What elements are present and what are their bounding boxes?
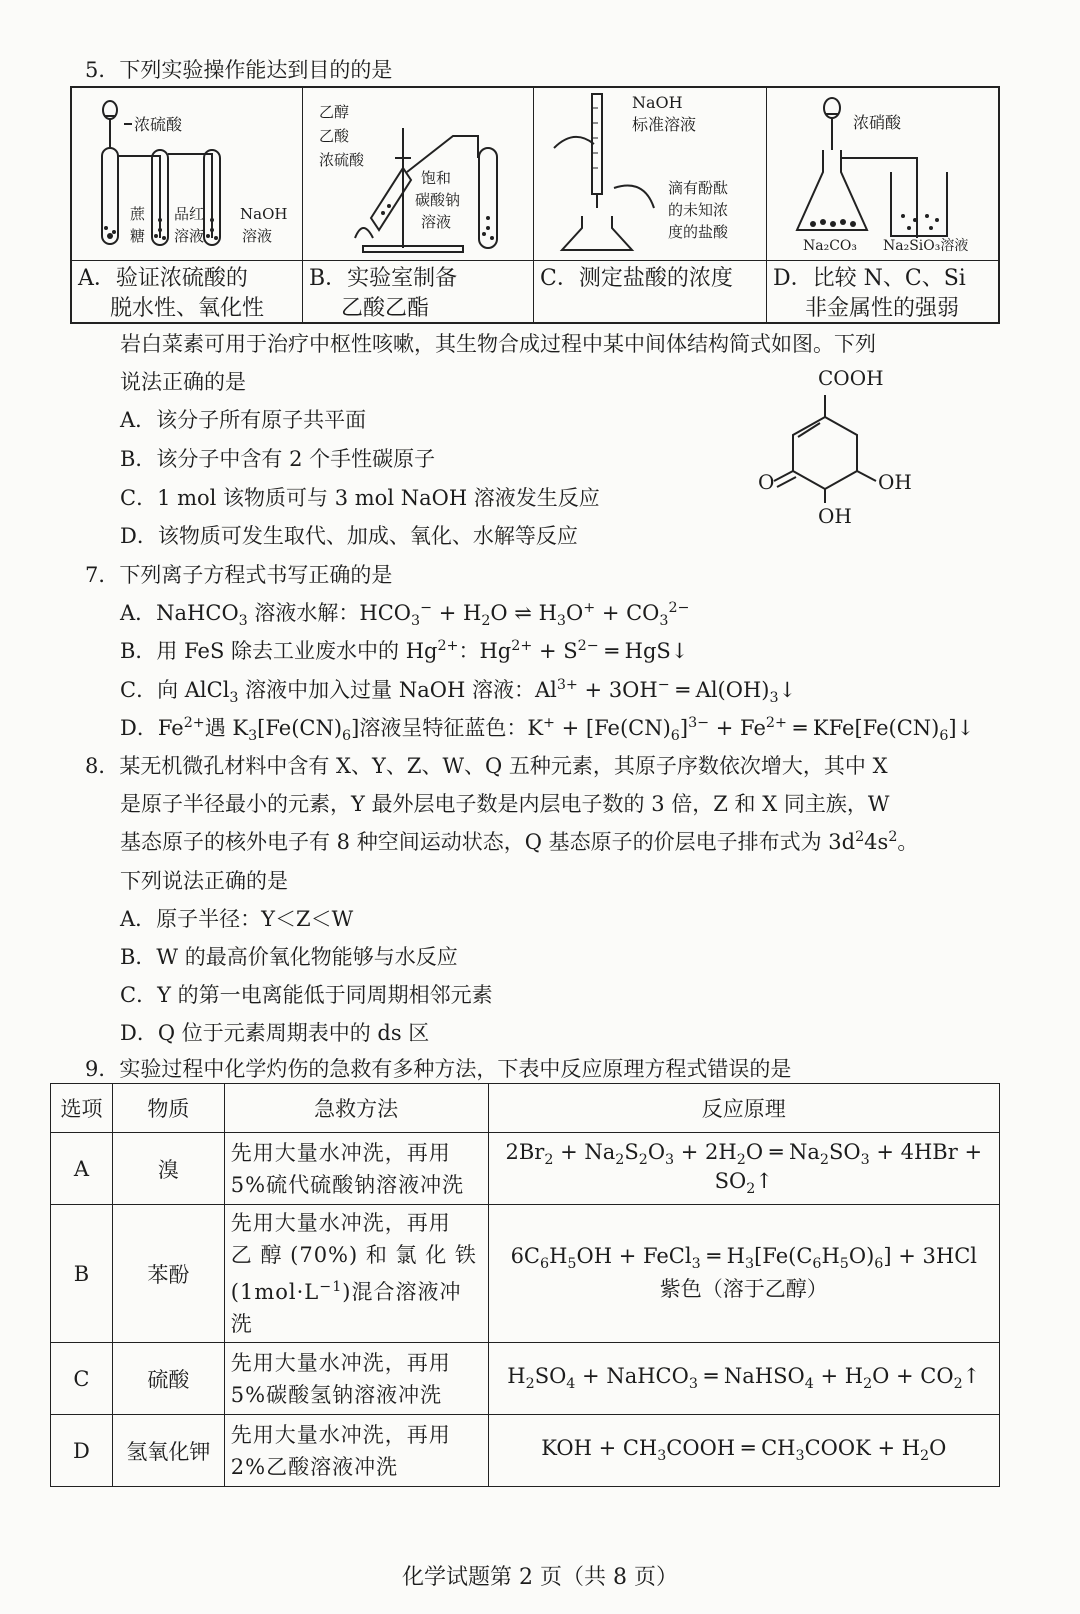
label-hcl-1: 滴有酚酞 xyxy=(668,179,729,197)
q9-row-c-option: C xyxy=(51,1343,113,1415)
q5-caption-b-line2: 乙酸乙酯 xyxy=(341,296,430,321)
q9-row-d-principle: KOH + $CH_3COOH$ ═ $CH_3COOK + H_2O$ xyxy=(488,1415,999,1487)
q8-stem-line1: 8．某无机微孔材料中含有 X、Y、Z、W、Q 五种元素，其原子序数依次增大，其中 X xyxy=(85,754,888,778)
q7-option-d: D．$Fe^{2+}$遇 $K_3[Fe(CN)_6]$溶液呈特征蓝色：$K^+ + [Fe(CN)_6]^{3-} + Fe^{2+}$ ═ $KFe[Fe(CN)_6]↓$ xyxy=(120,715,975,745)
q9-row-b-principle xyxy=(488,1205,999,1343)
q9-row-a-method-line2: 5%硫代硫酸钠溶液冲洗 xyxy=(230,1172,465,1197)
q5-apparatus-table xyxy=(70,86,1000,324)
q5-figure-d xyxy=(767,88,998,261)
q9-first-aid-table xyxy=(50,1083,1000,1487)
label-sodium-carbonate: 碳酸钠 xyxy=(415,191,461,209)
q5-caption-d-line1: D．比较 N、C、Si xyxy=(773,266,966,291)
q7-option-b: B．用 FeS 除去工业废水中的 $Hg^{2+}$：$Hg^{2+} + S^{2-}$ ═ HgS↓ xyxy=(120,638,689,663)
q9-row-b-method-line2: 乙 醇 (70%) 和 氯 化 铁 xyxy=(230,1243,477,1267)
q6-option-d: D．该物质可发生取代、加成、氧化、水解等反应 xyxy=(120,524,578,548)
structure-ketone-o: O xyxy=(758,470,775,494)
q5-figure-a xyxy=(72,88,302,261)
q6-stem-line2: 说法正确的是 xyxy=(120,370,246,394)
q5-cell-b xyxy=(303,88,534,322)
label-fuchsin-1: 品红 xyxy=(174,205,205,223)
label-fuchsin-2: 溶液 xyxy=(174,227,205,245)
q9-row-b-method xyxy=(224,1205,488,1343)
label-naoh-2: 溶液 xyxy=(242,227,273,245)
q9-row-b-method-line1: 先用大量水冲洗，再用 xyxy=(230,1211,451,1235)
q5-caption-c-line1: C．测定盐酸的浓度 xyxy=(540,266,733,291)
q5-caption-a-line2: 脱水性、氧化性 xyxy=(110,296,265,321)
q5-caption-b-line1: B．实验室制备 xyxy=(309,266,458,291)
q8-stem-line4: 下列说法正确的是 xyxy=(120,869,288,893)
label-solution-b: 溶液 xyxy=(421,213,452,231)
q8-stem-line2: 是原子半径最小的元素，Y 最外层电子数是内层电子数的 3 倍，Z 和 X 同主族，W xyxy=(120,792,890,816)
q9-row-a-method xyxy=(224,1133,488,1205)
q9-header-method: 急救方法 xyxy=(224,1084,488,1133)
label-sugar-2: 糖 xyxy=(130,227,146,245)
q9-row-d-method-line1: 先用大量水冲洗，再用 xyxy=(230,1422,451,1447)
label-naoh-1: NaOH xyxy=(240,205,288,223)
q6-stem-line1: 岩白菜素可用于治疗中枢性咳嗽，其生物合成过程中某中间体结构简式如图。下列 xyxy=(120,332,876,356)
q8-option-a: A．原子半径：Y＜Z＜W xyxy=(120,907,354,931)
q5-caption-d-line2: 非金属性的强弱 xyxy=(805,296,960,321)
q5-figure-c xyxy=(534,88,766,261)
q9-row-c-method-line2: 5%碳酸氢钠溶液冲洗 xyxy=(230,1382,443,1407)
q6-option-c: C．1 mol 该物质可与 3 mol NaOH 溶液发生反应 xyxy=(120,486,600,510)
label-naoh-standard-2: 标准溶液 xyxy=(632,115,697,134)
q9-row-c-principle: $H_2SO_4$ + NaHCO$_3$ ═ NaHSO$_4$ + $H_2O$ + $CO_2↑$ xyxy=(488,1343,999,1415)
q5-cell-c xyxy=(534,88,767,322)
structure-cooh: COOH xyxy=(818,366,884,390)
q5-caption-a xyxy=(78,264,264,324)
q9-row-c-substance: 硫酸 xyxy=(112,1343,224,1415)
q9-row-b-method-line3: $(1mol\cdot L^{-1})$混合溶液冲洗 xyxy=(230,1279,462,1336)
label-hcl-2: 的未知浓 xyxy=(668,201,729,219)
q9-row-b-option: B xyxy=(51,1205,113,1343)
q7-stem: 7．下列离子方程式书写正确的是 xyxy=(85,563,393,587)
q9-header-row xyxy=(51,1084,1000,1133)
label-conc-sulfuric-b: 浓硫酸 xyxy=(319,151,365,169)
label-acetic-acid: 乙酸 xyxy=(319,127,350,145)
label-conc-nitric: 浓硝酸 xyxy=(853,113,902,132)
label-conc-sulfuric: 浓硫酸 xyxy=(134,115,183,134)
q5-caption-c xyxy=(540,264,733,294)
q9-row-d-method xyxy=(224,1415,488,1487)
q6-option-a: A．该分子所有原子共平面 xyxy=(120,408,367,432)
q9-row-d xyxy=(51,1415,1000,1487)
q9-row-d-substance: 氢氧化钾 xyxy=(112,1415,224,1487)
q8-option-d: D．Q 位于元素周期表中的 ds 区 xyxy=(120,1021,430,1045)
q5-cell-a xyxy=(72,88,303,322)
q8-option-c: C．Y 的第一电离能低于同周期相邻元素 xyxy=(120,983,493,1007)
q5-cell-d xyxy=(767,88,998,322)
label-na2sio3: Na₂SiO₃溶液 xyxy=(883,238,969,254)
q5-caption-a-line1: A．验证浓硫酸的 xyxy=(78,266,248,291)
q9-row-c-method xyxy=(224,1343,488,1415)
q9-header-substance: 物质 xyxy=(112,1084,224,1133)
q9-header-option: 选项 xyxy=(51,1084,113,1133)
structure-oh-bottom: OH xyxy=(818,504,852,528)
apparatus-c-drawing xyxy=(534,88,767,260)
q5-caption-b xyxy=(309,264,457,324)
q9-row-a-principle: $2Br_2 + Na_2S_2O_3 + 2H_2O$ ═ $Na_2SO_3 + 4HBr$ + $SO_2↑$ xyxy=(488,1133,999,1205)
label-naoh-standard-1: NaOH xyxy=(632,93,683,112)
label-saturated: 饱和 xyxy=(421,169,452,187)
q9-row-a-substance: 溴 xyxy=(112,1133,224,1205)
q7-option-a: A．NaHCO$_3$ 溶液水解：$HCO_3^- + H_2O$ ⇌ $H_3O^+ + CO_3^{2-}$ xyxy=(120,600,690,630)
q9-row-b-equation: $6C_6H_5OH$ + FeCl$_3$ ═ $H_3[Fe(C_6H_5O)_6] + 3HCl$ xyxy=(510,1244,977,1273)
q9-row-b xyxy=(51,1205,1000,1343)
q9-row-c-method-line1: 先用大量水冲洗，再用 xyxy=(230,1350,451,1375)
label-sugar-1: 蔗 xyxy=(130,205,146,223)
q5-figure-b xyxy=(303,88,533,261)
q5-stem: 5．下列实验操作能达到目的的是 xyxy=(85,58,393,82)
q8-option-b: B．W 的最高价氧化物能够与水反应 xyxy=(120,945,458,969)
q9-row-b-substance: 苯酚 xyxy=(112,1205,224,1343)
q9-row-c xyxy=(51,1343,1000,1415)
q9-row-d-option: D xyxy=(51,1415,113,1487)
q6-option-b: B．该分子中含有 2 个手性碳原子 xyxy=(120,447,436,471)
q6-structure-drawing xyxy=(760,395,930,515)
q9-row-a xyxy=(51,1133,1000,1205)
label-hcl-3: 度的盐酸 xyxy=(668,223,729,241)
q9-header-principle: 反应原理 xyxy=(488,1084,999,1133)
q9-row-a-option: A xyxy=(51,1133,113,1205)
label-ethanol: 乙醇 xyxy=(319,103,350,121)
label-na2co3: Na₂CO₃ xyxy=(803,238,858,254)
q5-caption-d xyxy=(773,264,966,324)
page-footer: 化学试题第 2 页（共 8 页） xyxy=(402,1565,678,1590)
q7-option-c: C．向 AlCl$_3$ 溶液中加入过量 NaOH 溶液：$Al^{3+} + 3OH^-$ ═ $Al(OH)_3↓$ xyxy=(120,677,797,707)
structure-oh-right: OH xyxy=(878,470,912,494)
q9-row-a-method-line1: 先用大量水冲洗，再用 xyxy=(230,1140,451,1165)
q9-row-d-method-line2: 2%乙酸溶液冲洗 xyxy=(230,1454,399,1479)
q9-stem: 9．实验过程中化学灼伤的急救有多种方法，下表中反应原理方程式错误的是 xyxy=(85,1057,792,1081)
q9-row-b-note: 紫色（溶于乙醇） xyxy=(659,1276,828,1301)
q8-stem-line3: 基态原子的核外电子有 8 种空间运动状态，Q 基态原子的价层电子排布式为 $3d^24s^2$。 xyxy=(120,829,919,854)
